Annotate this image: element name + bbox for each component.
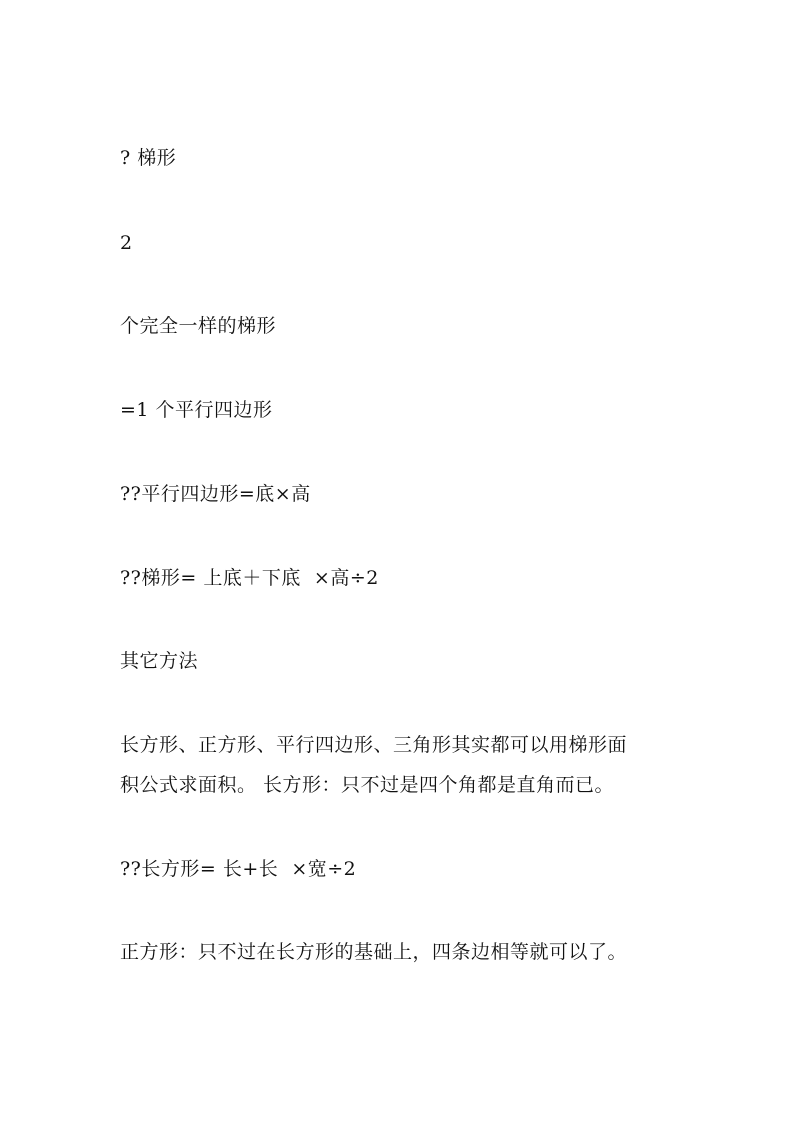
paragraph-line-1: 长方形、正方形、平行四边形、三角形其实都可以用梯形面 bbox=[120, 734, 628, 756]
other-methods-heading: 其它方法 bbox=[120, 650, 199, 672]
trapezoid-formula: ??梯形= 上底＋下底 ×高÷2 bbox=[120, 567, 379, 589]
heading-trapezoid: ? 梯形 bbox=[120, 147, 177, 169]
square-explanation: 正方形：只不过在长方形的基础上，四条边相等就可以了。 bbox=[120, 941, 628, 963]
parallelogram-formula: ??平行四边形=底×高 bbox=[120, 483, 311, 505]
number-two: 2 bbox=[120, 232, 133, 254]
paragraph-line-2: 积公式求面积。 长方形：只不过是四个角都是直角而已。 bbox=[120, 774, 615, 796]
rectangle-formula: ??长方形= 长+长 ×宽÷2 bbox=[120, 858, 357, 880]
identical-trapezoids-text: 个完全一样的梯形 bbox=[120, 315, 277, 337]
one-parallelogram-text: =1 个平行四边形 bbox=[120, 399, 273, 421]
